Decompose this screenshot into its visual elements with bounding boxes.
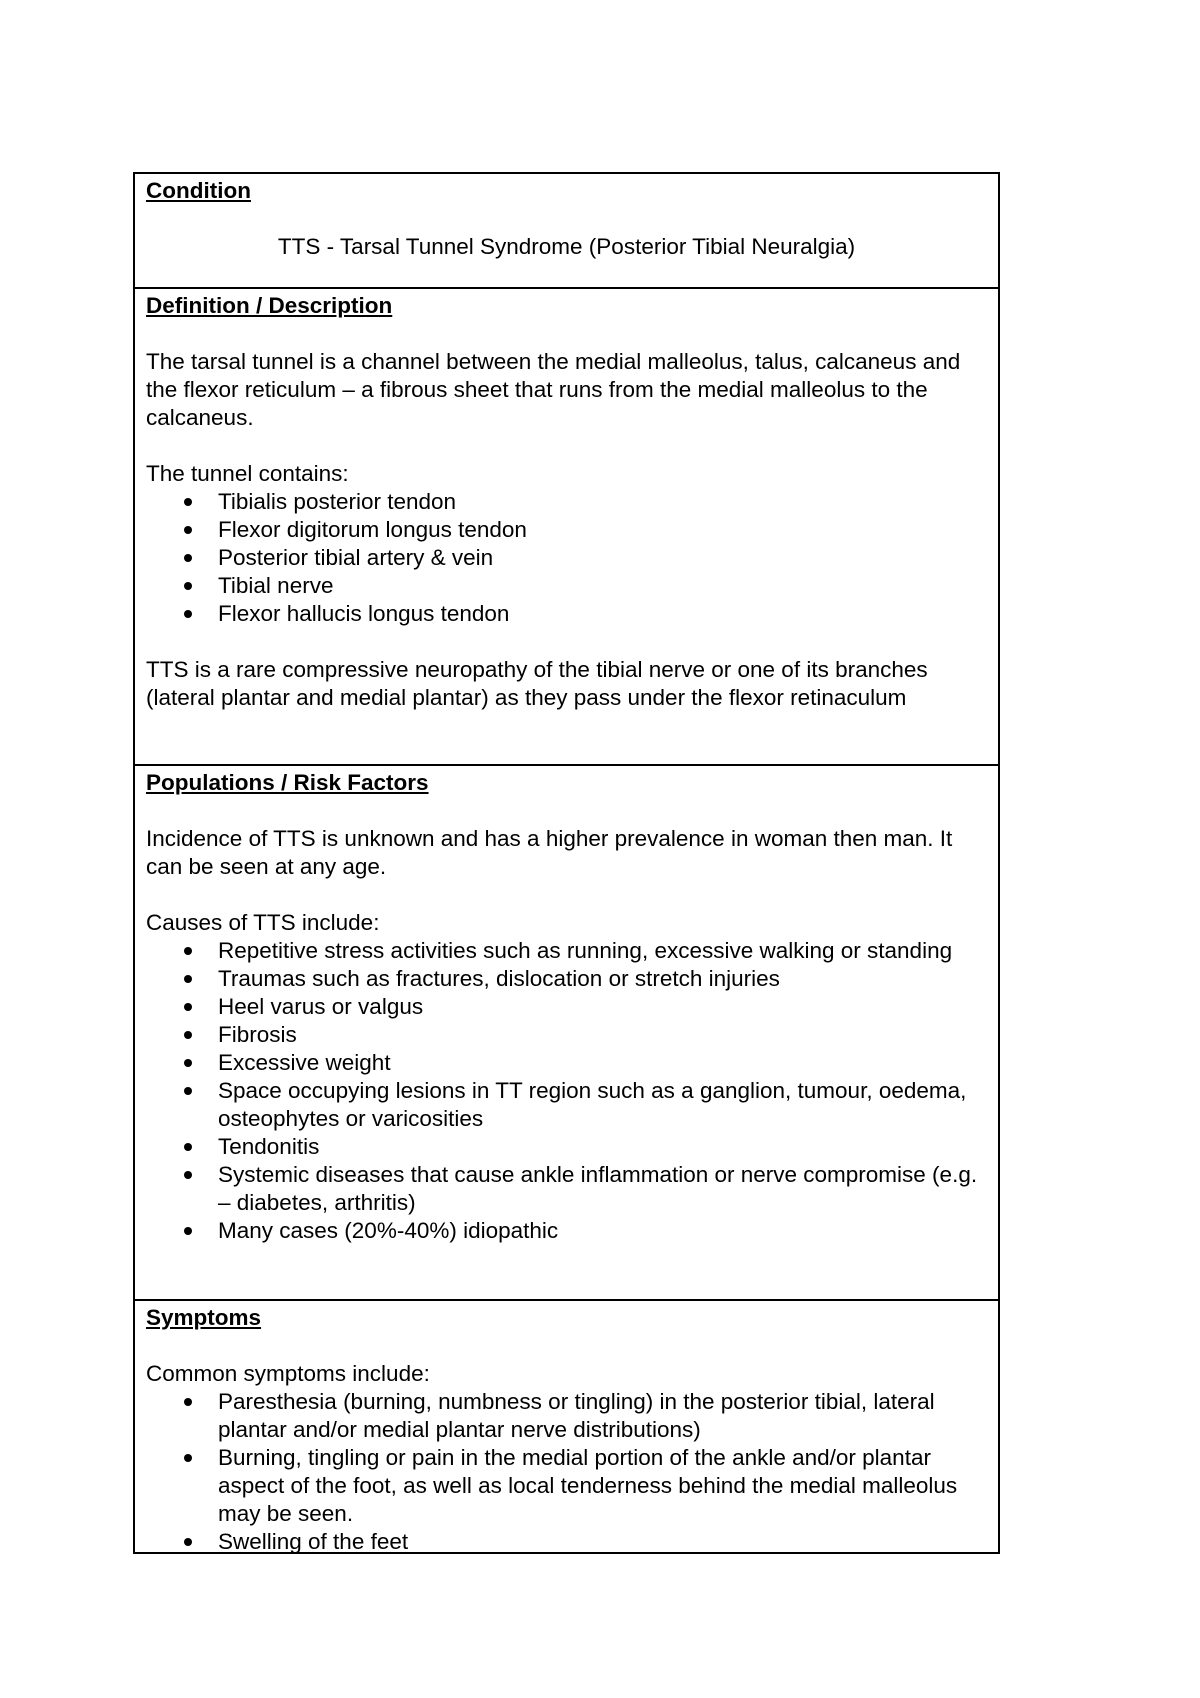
list-item-text: Tibialis posterior tendon	[218, 489, 457, 514]
list-item-text: Flexor digitorum longus tendon	[218, 517, 527, 542]
list-item-text: Flexor hallucis longus tendon	[218, 601, 510, 626]
list-item	[146, 993, 987, 1021]
list-item-text: Tibial nerve	[218, 573, 334, 598]
list-item-text: Posterior tibial artery & vein	[218, 545, 494, 570]
condition-title: TTS - Tarsal Tunnel Syndrome (Posterior Tibial Neuralgia)	[277, 234, 856, 259]
condition-heading: Condition	[146, 178, 251, 203]
list-item-text: Traumas such as fractures, dislocation or stretch injuries	[218, 966, 780, 991]
bullet-icon	[184, 498, 192, 506]
list-item-text: Repetitive stress activities such as running, excessive walking or standing	[218, 938, 953, 963]
list-item-text: Heel varus or valgus	[218, 994, 424, 1019]
tunnel-contents-list	[146, 488, 987, 628]
list-item-text: Space occupying lesions in TT region such as a ganglion, tumour, oedema, osteophytes or varicosities	[218, 1078, 967, 1131]
bullet-icon	[184, 947, 192, 955]
bullet-icon	[184, 1003, 192, 1011]
condition-table	[133, 172, 1000, 1554]
bullet-icon	[184, 1171, 192, 1179]
list-item	[146, 1388, 987, 1444]
bullet-icon	[184, 1227, 192, 1235]
incidence-paragraph: Incidence of TTS is unknown and has a higher prevalence in woman then man. It can be seen at any age.	[146, 826, 953, 879]
bullet-icon	[184, 526, 192, 534]
symptoms-heading: Symptoms	[146, 1305, 262, 1330]
bullet-icon	[184, 1454, 192, 1462]
bullet-icon	[184, 1059, 192, 1067]
bullet-icon	[184, 582, 192, 590]
list-item	[146, 1077, 987, 1133]
list-item	[146, 1444, 987, 1528]
list-item-text: Systemic diseases that cause ankle inflammation or nerve compromise (e.g. – diabetes, arthritis)	[218, 1162, 978, 1215]
list-item-text: Fibrosis	[218, 1022, 297, 1047]
symptoms-list	[146, 1388, 987, 1556]
populations-section	[135, 766, 998, 1301]
list-item-text: Tendonitis	[218, 1134, 320, 1159]
definition-paragraph: The tarsal tunnel is a channel between the medial malleolus, talus, calcaneus and the flexor reticulum – a fibrous sheet that runs from the medial malleolus to the calcaneus.	[146, 349, 961, 430]
bullet-icon	[184, 1031, 192, 1039]
list-item-text: Excessive weight	[218, 1050, 391, 1075]
list-item	[146, 572, 987, 600]
list-item	[146, 937, 987, 965]
tunnel-contents-intro: The tunnel contains:	[146, 461, 349, 486]
list-item	[146, 1528, 987, 1556]
list-item	[146, 1049, 987, 1077]
bullet-icon	[184, 1398, 192, 1406]
bullet-icon	[184, 1143, 192, 1151]
list-item-text: Swelling of the feet	[218, 1529, 409, 1554]
list-item	[146, 516, 987, 544]
list-item	[146, 1161, 987, 1217]
bullet-icon	[184, 610, 192, 618]
list-item	[146, 965, 987, 993]
bullet-icon	[184, 554, 192, 562]
list-item	[146, 1217, 987, 1245]
populations-heading: Populations / Risk Factors	[146, 770, 429, 795]
list-item	[146, 1133, 987, 1161]
tts-definition-paragraph: TTS is a rare compressive neuropathy of the tibial nerve or one of its branches (lateral plantar and medial plantar) as they pass under the flexor retinaculum	[146, 657, 928, 710]
bullet-icon	[184, 1087, 192, 1095]
symptoms-intro: Common symptoms include:	[146, 1361, 430, 1386]
list-item	[146, 600, 987, 628]
list-item-text: Many cases (20%-40%) idiopathic	[218, 1218, 559, 1243]
condition-section	[135, 174, 998, 289]
list-item	[146, 488, 987, 516]
definition-section	[135, 289, 998, 766]
bullet-icon	[184, 975, 192, 983]
list-item-text: Paresthesia (burning, numbness or tingling) in the posterior tibial, lateral plantar and/or medial plantar nerve distributions)	[218, 1389, 935, 1442]
list-item	[146, 544, 987, 572]
bullet-icon	[184, 1538, 192, 1546]
definition-heading: Definition / Description	[146, 293, 393, 318]
symptoms-section	[135, 1301, 998, 1552]
list-item-text: Burning, tingling or pain in the medial portion of the ankle and/or plantar aspect of the foot, as well as local tenderness behind the medial malleolus may be seen.	[218, 1445, 958, 1526]
list-item	[146, 1021, 987, 1049]
causes-list	[146, 937, 987, 1245]
causes-intro: Causes of TTS include:	[146, 910, 380, 935]
